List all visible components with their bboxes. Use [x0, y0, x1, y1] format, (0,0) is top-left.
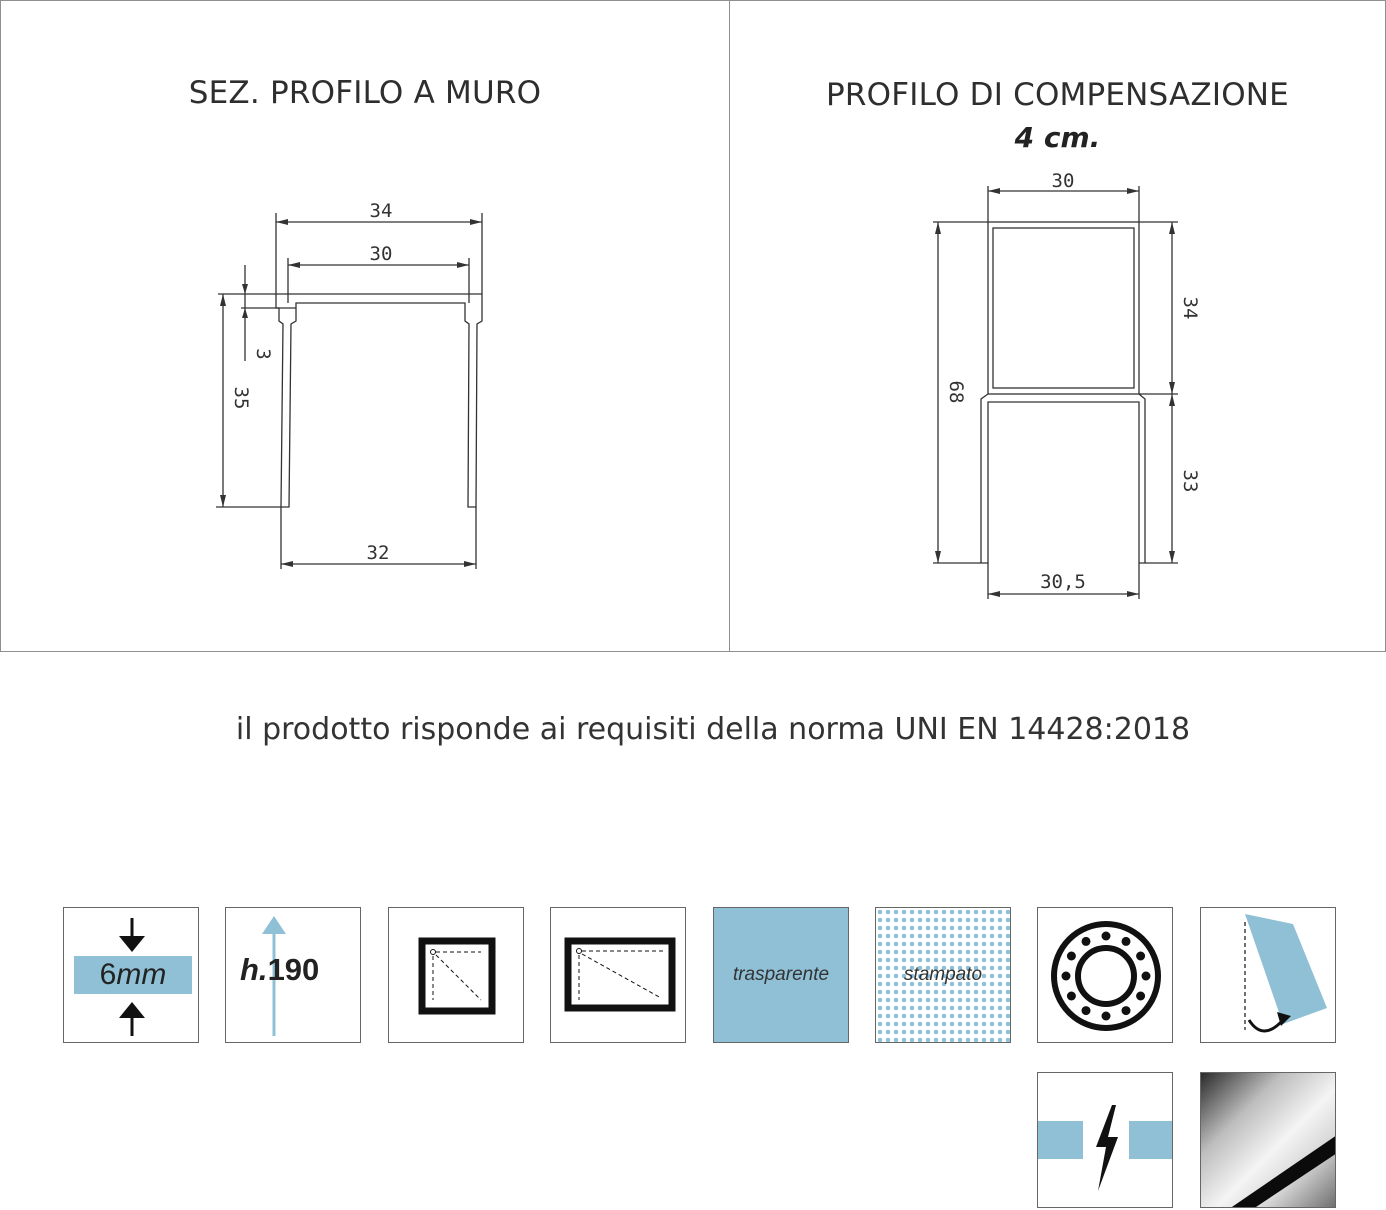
dim-label-34r: 34	[1179, 296, 1201, 320]
dim-label-30-5: 30,5	[1040, 571, 1086, 593]
reversible-door-icon	[1201, 908, 1336, 1043]
printed-glass-label: stampato	[903, 964, 983, 985]
chrome-finish-tile	[1200, 1072, 1336, 1208]
clear-glass-tile	[713, 907, 849, 1043]
thickness-tile	[63, 907, 199, 1043]
compensation-box-inner	[993, 228, 1134, 388]
dim-label-33: 33	[1179, 469, 1201, 493]
magnetic-closure-tile	[1037, 1072, 1173, 1208]
dim-label-35: 35	[230, 386, 252, 410]
square-shower-tray-icon	[389, 908, 524, 1043]
norm-compliance-text: il prodotto risponde ai requisiti della norma UNI EN 14428:2018	[235, 712, 1191, 747]
compensation-profile-title: PROFILO DI COMPENSAZIONE	[826, 77, 1289, 113]
wall-profile-title: SEZ. PROFILO A MURO	[188, 75, 542, 111]
compensation-profile-drawing	[730, 1, 1386, 653]
magnetic-closure-icon	[1038, 1073, 1173, 1208]
thickness-value: 6mm	[74, 956, 192, 994]
dim-label-3: 3	[252, 348, 274, 360]
clear-glass-label: trasparente	[732, 964, 830, 985]
rectangular-tray-tile	[550, 907, 686, 1043]
reversible-door-tile	[1200, 907, 1336, 1043]
dim-label-30: 30	[369, 243, 393, 265]
wall-profile-panel	[0, 0, 730, 652]
wall-profile-drawing	[1, 1, 731, 653]
chrome-finish-swatch-icon	[1201, 1073, 1336, 1208]
height-value: h.190	[240, 952, 320, 987]
compensation-profile-subtitle: 4 cm.	[1014, 121, 1101, 154]
dim-label-32: 32	[366, 542, 390, 564]
dim-label-68: 68	[945, 380, 967, 404]
compensation-u-profile	[981, 394, 1145, 563]
dim-label-top-30: 30	[1051, 170, 1075, 192]
dim-label-34: 34	[369, 200, 393, 222]
wall-profile-outline	[218, 294, 482, 507]
square-tray-tile	[388, 907, 524, 1043]
bearing-tile	[1037, 907, 1173, 1043]
rectangular-shower-tray-icon	[551, 908, 686, 1043]
compensation-box-outer	[988, 222, 1139, 394]
height-tile	[225, 907, 361, 1043]
printed-glass-tile	[875, 907, 1011, 1043]
compensation-profile-panel	[729, 0, 1386, 652]
ball-bearing-icon	[1038, 908, 1173, 1043]
